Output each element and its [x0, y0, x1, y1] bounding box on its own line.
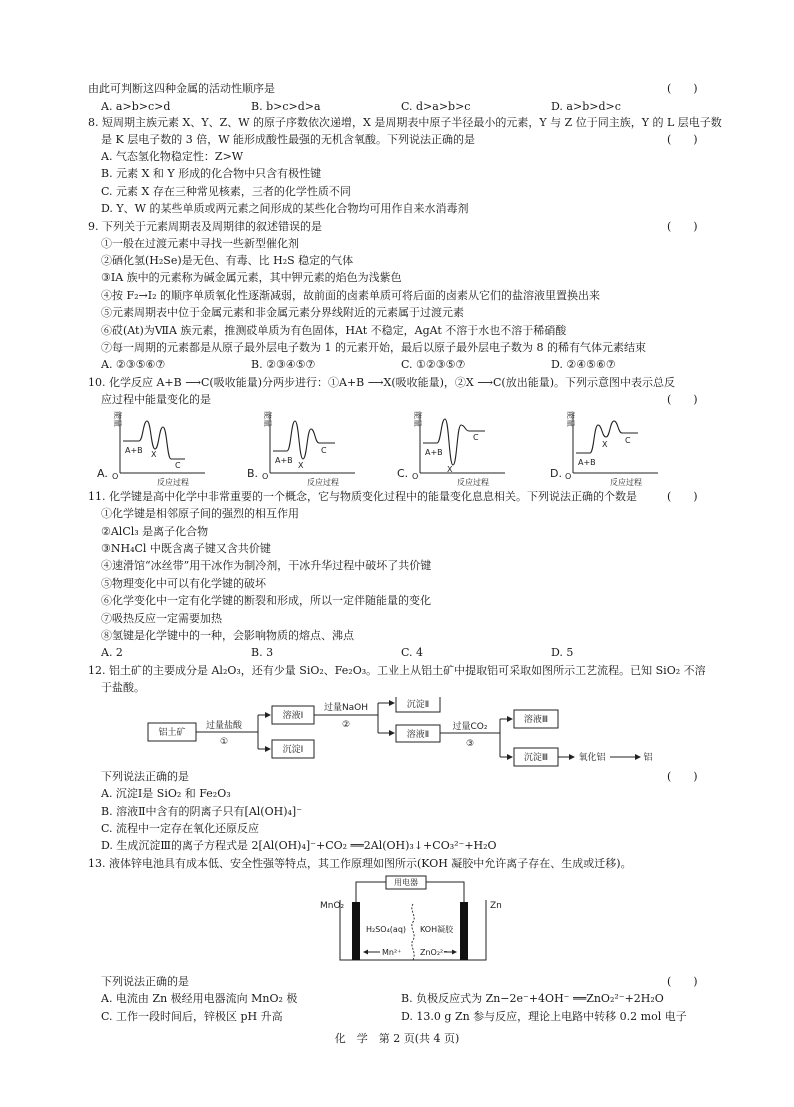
- diagram-d-letter: D.: [550, 467, 562, 480]
- q9-item-7: ⑦每一周期的元素都是从原子最外层电子数为 1 的元素开始，最后以原子最外层电子数为 8 的稀有气体元素结束: [101, 341, 646, 354]
- q8-option-c: C. 元素 X 存在三种常见核素，三者的化学性质不同: [101, 185, 351, 198]
- q11-option-c: C. 4: [401, 646, 424, 659]
- diagram-d-xlabel: 反应过程: [610, 478, 642, 487]
- mno2-electrode: [352, 902, 360, 960]
- q9-options: [101, 359, 701, 370]
- q12-option-b: B. 溶液Ⅱ中含有的阴离子只有[Al(OH)₄]⁻: [101, 805, 303, 818]
- flow-co2-label: 过量CO₂: [452, 722, 488, 732]
- q7-option-a: A. a>b>c>d: [101, 100, 171, 113]
- q11-option-a: A. 2: [101, 646, 123, 659]
- q10-answer-paren: ( ): [667, 393, 698, 406]
- diagram-b-x-label: X: [298, 461, 304, 470]
- q9-item-1: ①一般在过渡元素中寻找一些新型催化剂: [101, 237, 299, 250]
- flow-hcl-label: 过量盐酸: [205, 721, 243, 731]
- q11-option-b: B. 3: [251, 646, 274, 659]
- q7-option-b: B. b>c>d>a: [251, 100, 321, 113]
- q13-answer-paren: ( ): [667, 975, 698, 988]
- q11-item-8: ⑧氢键是化学键中的一种，会影响物质的熔点、沸点: [101, 629, 354, 642]
- q11-item-1: ①化学键是相邻原子间的强烈的相互作用: [101, 507, 299, 520]
- diagram-c-ab-label: A+B: [425, 448, 443, 457]
- q9-item-3: ③ⅠA 族中的元素称为碱金属元素，其中钾元素的焰色为浅紫色: [101, 271, 402, 284]
- q12-option-d: D. 生成沉淀Ⅲ的离子方程式是 2[Al(OH)₄]⁻+CO₂ ══2Al(OH)₃↓+CO₃²⁻+H₂O: [101, 839, 497, 852]
- diagram-a-letter: A.: [97, 467, 108, 480]
- right-electrode-label: Zn: [490, 901, 502, 911]
- q8-stem-line1: 8. 短周期主族元素 X、Y、Z、W 的原子序数依次递增，X 是周期表中原子半径最小的元素，Y 与 Z 位于同主族，Y 的 L 层电子数: [88, 116, 722, 129]
- q8-option-d: D. Y、W 的某些单质或两元素之间形成的某些化合物均可用作自来水消毒剂: [101, 202, 469, 215]
- flow-step1-label: ①: [219, 737, 229, 747]
- q12-answer-paren: ( ): [667, 770, 698, 783]
- diagram-c-x-label: X: [447, 465, 453, 474]
- q9-answer-paren: ( ): [667, 220, 698, 233]
- energy-diagram-d: [550, 411, 658, 487]
- diagram-d-ab-label: A+B: [578, 458, 596, 467]
- flow-ppt1-label: 沉淀Ⅰ: [282, 745, 304, 755]
- flow-sol2-label: 溶液Ⅱ: [406, 730, 430, 740]
- q10-stem-line2: 应过程中能量变化的是: [101, 393, 211, 406]
- q11-option-d: D. 5: [551, 646, 574, 659]
- q9-option-a: A. ②③⑤⑥⑦: [101, 358, 166, 371]
- device-label: 用电器: [394, 878, 418, 887]
- q12-stem-line1: 12. 铝土矿的主要成分是 Al₂O₃，还有少量 SiO₂、Fe₂O₃。工业上从铝土矿中提取铝可采取如图所示工艺流程。已知 SiO₂ 不溶: [88, 664, 706, 677]
- diagram-c-ylabel: 能量: [413, 411, 422, 427]
- q8-stem-line2: 是 K 层电子数的 3 倍，W 能形成酸性最强的无机含氧酸。下列说法正确的是: [101, 133, 476, 146]
- q9-item-6: ⑥砹(At)为ⅦA 族元素，推测砹单质为有色固体，HAt 不稳定，AgAt 不溶于水也不溶于稀硝酸: [101, 324, 567, 337]
- right-ion-label: ZnO₂²⁻: [420, 948, 448, 957]
- q13-option-b: B. 负极反应式为 Zn−2e⁻+4OH⁻ ══ZnO₂²⁻+2H₂O: [401, 992, 664, 1005]
- q11-stem: 11. 化学键是高中化学中非常重要的一个概念，它与物质变化过程中的能量变化息息相关。下列说法正确的个数是: [88, 490, 637, 503]
- diagram-c-origin: O: [412, 472, 419, 481]
- diagram-a-ylabel: 能量: [113, 411, 122, 427]
- q9-stem: 9. 下列关于元素周期表及周期律的叙述错误的是: [88, 220, 322, 233]
- flow-ore-label: 铝土矿: [158, 728, 186, 738]
- q12-question: 下列说法正确的是: [101, 770, 189, 783]
- flow-ppt3-label: 沉淀Ⅲ: [523, 753, 549, 763]
- q11-item-2: ②AlCl₃ 是离子化合物: [101, 525, 209, 538]
- q12-option-a: A. 沉淀Ⅰ是 SiO₂ 和 Fe₂O₃: [101, 787, 231, 800]
- flow-sol3-label: 溶液Ⅲ: [523, 715, 549, 725]
- diagram-b-ab-label: A+B: [275, 456, 293, 465]
- flow-naoh-label: 过量NaOH: [323, 703, 369, 713]
- q11-item-3: ③NH₄Cl 中既含离子键又含共价键: [101, 542, 271, 555]
- q8-option-a: A. 气态氢化物稳定性：Z>W: [101, 150, 244, 163]
- q11-item-7: ⑦吸热反应一定需要加热: [101, 612, 222, 625]
- left-ion-label: Mn²⁺: [382, 948, 402, 957]
- q7-option-c: C. d>a>b>c: [401, 100, 471, 113]
- diagram-d-x-label: X: [602, 440, 608, 449]
- diagram-a-xlabel: 反应过程: [157, 478, 189, 487]
- diagram-a-x-label: X: [151, 450, 157, 459]
- q13-option-d: D. 13.0 g Zn 参与反应，理论上电路中转移 0.2 mol 电子: [401, 1010, 687, 1023]
- diagram-d-ylabel: 能量: [566, 411, 575, 427]
- flow-aluminum-label: 铝: [643, 753, 653, 763]
- q9-item-4: ④按 F₂→I₂ 的顺序单质氧化性逐渐减弱，故前面的卤素单质可将后面的卤素从它们的盐溶液里置换出来: [101, 289, 601, 302]
- diagram-a-origin: O: [112, 472, 119, 481]
- q9-option-d: D. ②④⑤⑥⑦: [551, 358, 616, 371]
- diagram-a-c-label: C: [175, 461, 181, 470]
- q9-item-2: ②硒化氢(H₂Se)是无色、有毒、比 H₂S 稳定的气体: [101, 254, 354, 267]
- q7-options: [101, 101, 701, 112]
- left-solution-label: H₂SO₄(aq): [366, 925, 407, 934]
- q11-item-5: ⑤物理变化中可以有化学键的破坏: [101, 577, 266, 590]
- q11-item-4: ④速滑馆“冰丝带”用干冰作为制冷剂，干冰升华过程中破坏了共价键: [101, 559, 432, 572]
- q11-answer-paren: ( ): [667, 490, 698, 503]
- diagram-c-c-label: C: [473, 433, 479, 442]
- q12-process-flowchart: [140, 697, 660, 771]
- q13-question: 下列说法正确的是: [101, 975, 189, 988]
- q12-option-c: C. 流程中一定存在氧化还原反应: [101, 822, 260, 835]
- energy-diagram-a: [97, 411, 205, 487]
- right-solution-label: KOH凝胶: [420, 925, 454, 934]
- flow-ppt2-label: 沉淀Ⅱ: [406, 700, 430, 710]
- q13-options-row2: [101, 1011, 701, 1022]
- flow-step2-label: ②: [341, 720, 351, 730]
- q9-option-b: B. ②③④⑤⑦: [251, 358, 316, 371]
- page-footer: 化 学 第 2 页(共 4 页): [334, 1032, 460, 1045]
- q11-options: [101, 647, 701, 658]
- membrane: [412, 904, 414, 960]
- q8-answer-paren: ( ): [667, 133, 698, 146]
- q7-answer-paren: ( ): [667, 82, 698, 95]
- diagram-b-xlabel: 反应过程: [307, 478, 339, 487]
- q10-stem-line1: 10. 化学反应 A+B ⟶C(吸收能量)分两步进行：①A+B ⟶X(吸收能量)，②X ⟶C(放出能量)。下列示意图中表示总反: [88, 376, 676, 389]
- q7-option-d: D. a>b>d>c: [551, 100, 621, 113]
- q13-options-row1: [101, 993, 701, 1004]
- diagram-c-letter: C.: [397, 467, 409, 480]
- diagram-a-ab-label: A+B: [125, 446, 143, 455]
- left-electrode-label: MnO₂: [320, 901, 345, 911]
- diagram-d-origin: O: [565, 472, 572, 481]
- diagram-b-origin: O: [262, 472, 269, 481]
- flow-step3-label: ③: [465, 739, 475, 749]
- q13-stem: 13. 液体锌电池具有成本低、安全性强等特点，其工作原理如图所示(KOH 凝胶中允许离子存在、生成或迁移)。: [88, 857, 632, 870]
- flow-alumina-label: 氧化铝: [578, 753, 606, 763]
- q8-option-b: B. 元素 X 和 Y 形成的化合物中只含有极性键: [101, 167, 322, 180]
- energy-diagram-b: [247, 411, 355, 487]
- diagram-b-c-label: C: [321, 446, 327, 455]
- zinc-electrode: [460, 902, 468, 960]
- q9-option-c: C. ①②③⑤⑦: [401, 358, 466, 371]
- q9-item-5: ⑤元素周期表中位于金属元素和非金属元素分界线附近的元素属于过渡元素: [101, 306, 464, 319]
- q7-stem: 由此可判断这四种金属的活动性顺序是: [88, 82, 275, 95]
- energy-diagram-c: [397, 411, 505, 487]
- q12-stem-line2: 于盐酸。: [101, 681, 145, 694]
- q13-option-a: A. 电流由 Zn 极经用电器流向 MnO₂ 极: [101, 992, 298, 1005]
- diagram-c-xlabel: 反应过程: [457, 478, 489, 487]
- q11-item-6: ⑥化学变化中一定有化学键的断裂和形成，所以一定伴随能量的变化: [101, 594, 431, 607]
- diagram-b-letter: B.: [247, 467, 259, 480]
- q13-battery-diagram: [318, 874, 518, 972]
- flow-sol1-label: 溶液Ⅰ: [282, 711, 304, 721]
- q13-option-c: C. 工作一段时间后，锌极区 pH 升高: [101, 1010, 283, 1023]
- diagram-b-ylabel: 能量: [263, 411, 272, 427]
- q10-energy-diagrams: [95, 407, 715, 487]
- diagram-d-c-label: C: [625, 436, 631, 445]
